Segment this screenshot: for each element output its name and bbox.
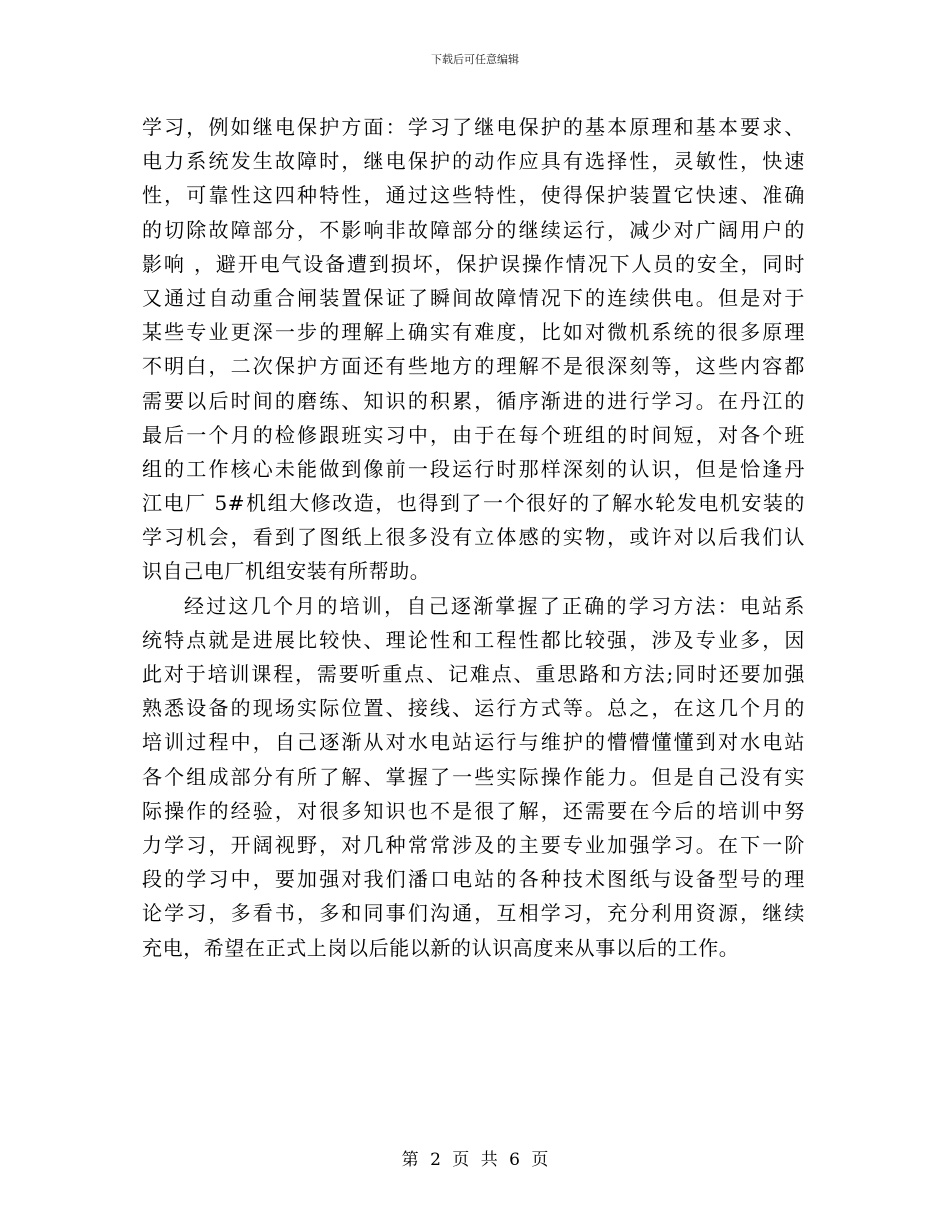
text-line: 熟悉设备的现场实际位置、接线、运行方式等。总之，在这几个月的 <box>142 696 805 721</box>
text-line: 此对于培训课程，需要听重点、记难点、重思路和方法;同时还要加强 <box>142 662 805 686</box>
text-line: 培训过程中，自己逐渐从对水电站运行与维护的懵懵懂懂到对水电站 <box>142 730 805 755</box>
document-body <box>142 110 805 965</box>
text-line: 力学习，开阔视野，对几种常常涉及的主要专业加强学习。在下一阶 <box>142 832 805 857</box>
text-line: 江电厂 5#机组大修改造，也得到了一个很好的了解水轮发电机安装的 <box>142 491 805 516</box>
text-line: 识自己电厂机组安装有所帮助。 <box>142 559 431 584</box>
text-line: 学习，例如继电保护方面：学习了继电保护的基本原理和基本要求、 <box>142 115 805 139</box>
page-number-footer: 第 2 页 共 6 页 <box>401 1150 549 1170</box>
text-line: 的切除故障部分，不影响非故障部分的继续运行，减少对广阔用户的 <box>142 217 805 242</box>
text-line: 电力系统发生故障时，继电保护的动作应具有选择性，灵敏性，快速 <box>142 149 805 174</box>
text-line: 性，可靠性这四种特性，通过这些特性，使得保护装置它快速、准确 <box>142 183 805 208</box>
text-line: 论学习，多看书，多和同事们沟通，互相学习，充分利用资源，继续 <box>142 901 805 926</box>
paragraph-1 <box>142 110 805 589</box>
text-line: 需要以后时间的磨练、知识的积累，循序渐进的进行学习。在丹江的 <box>142 388 805 413</box>
text-line: 际操作的经验，对很多知识也不是很了解，还需要在今后的培训中努 <box>142 798 805 823</box>
text-line: 学习机会，看到了图纸上很多没有立体感的实物，或许对以后我们认 <box>142 525 805 550</box>
text-line: 组的工作核心未能做到像前一段运行时那样深刻的认识，但是恰逢丹 <box>142 456 805 481</box>
text-line: 影响 ，避开电气设备遭到损坏，保护误操作情况下人员的安全，同时 <box>142 251 805 276</box>
text-line: 又通过自动重合闸装置保证了瞬间故障情况下的连续供电。但是对于 <box>142 285 805 310</box>
text-line: 不明白，二次保护方面还有些地方的理解不是很深刻等，这些内容都 <box>142 354 805 379</box>
paragraph-2 <box>142 589 805 965</box>
text-line: 段的学习中，要加强对我们潘口电站的各种技术图纸与设备型号的理 <box>142 867 805 892</box>
text-line: 充电，希望在正式上岗以后能以新的认识高度来从事以后的工作。 <box>142 935 740 960</box>
text-line: 经过这几个月的培训，自己逐渐掌握了正确的学习方法：电站系 <box>184 593 805 618</box>
text-line: 某些专业更深一步的理解上确实有难度，比如对微机系统的很多原理 <box>142 320 805 345</box>
text-line: 最后一个月的检修跟班实习中，由于在每个班组的时间短，对各个班 <box>142 422 805 447</box>
page-header: 下载后可任意编辑 <box>431 53 519 66</box>
text-line: 统特点就是进展比较快、理论性和工程性都比较强，涉及专业多，因 <box>142 627 805 652</box>
text-line: 各个组成部分有所了解、掌握了一些实际操作能力。但是自己没有实 <box>142 764 805 789</box>
